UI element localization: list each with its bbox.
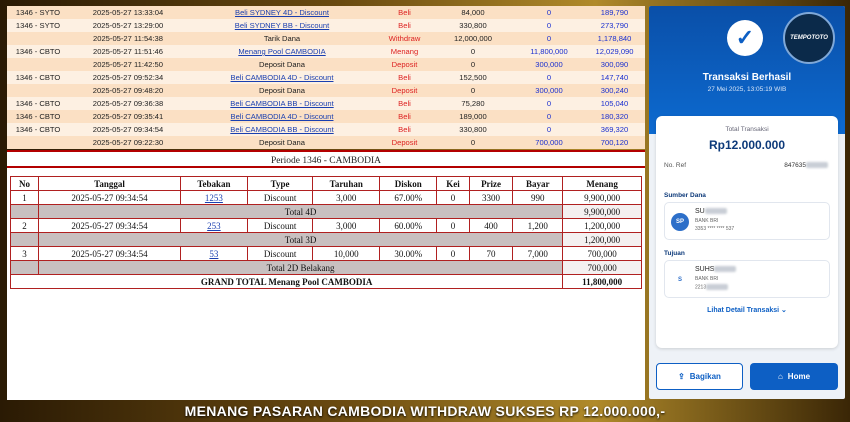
log-win: 0 [546, 99, 552, 108]
log-id: 1346 - CBTO [15, 112, 61, 121]
log-type: Menang [390, 47, 419, 56]
log-id: 1346 - CBTO [15, 125, 61, 134]
bet-detail-table [10, 176, 642, 289]
log-row [7, 71, 645, 84]
view-detail-link[interactable]: Lihat Detail Transaksi ⌄ [707, 307, 787, 314]
periode-title: Periode 1346 - CAMBODIA [7, 150, 645, 168]
log-balance: 105,040 [600, 99, 629, 108]
log-win: 700,000 [535, 138, 563, 147]
log-datetime: 2025-05-27 09:36:38 [92, 99, 164, 108]
log-row [7, 97, 645, 110]
log-type: Beli [398, 125, 411, 134]
subtotal-value: 9,900,000 [563, 205, 642, 219]
log-amount: 12,000,000 [453, 34, 492, 43]
bet-tebakan [181, 219, 248, 233]
log-row [7, 32, 645, 45]
bet-menang: 700,000 [563, 247, 642, 261]
log-description-link[interactable]: Beli CAMBODIA BB - Discount [230, 125, 334, 134]
ref-label: No. Ref [664, 162, 687, 169]
log-id: 1346 - CBTO [15, 73, 61, 82]
log-description-link[interactable]: Beli CAMBODIA 4D - Discount [230, 73, 334, 82]
log-description [187, 19, 377, 32]
log-amount: 189,000 [459, 112, 487, 121]
log-amount: 152,500 [459, 73, 487, 82]
bet-kei: 0 [437, 247, 469, 261]
subtotal-row [11, 261, 642, 275]
log-datetime: 2025-05-27 09:52:34 [92, 73, 164, 82]
bet-detail-panel [7, 150, 645, 400]
bet-bayar: 1,200 [513, 219, 563, 233]
transaction-log [7, 6, 645, 149]
subtotal-label: Total 4D [38, 205, 562, 219]
source-number: 3353 **** **** 537 [695, 226, 735, 232]
log-datetime: 2025-05-27 13:29:00 [92, 21, 164, 30]
log-id: 1346 - CBTO [15, 47, 61, 56]
bet-taruhan: 10,000 [313, 247, 380, 261]
log-type: Beli [398, 8, 411, 17]
col-header: Taruhan [313, 177, 380, 191]
log-description-link[interactable]: Beli SYDNEY BB - Discount [234, 21, 330, 30]
log-type: Deposit [391, 86, 418, 95]
log-description: Tarik Dana [263, 34, 301, 43]
log-description-link[interactable]: Beli CAMBODIA BB - Discount [230, 99, 334, 108]
log-balance: 300,090 [600, 60, 629, 69]
dest-label: Tujuan [664, 250, 685, 257]
subtotal-value: 1,200,000 [563, 233, 642, 247]
bet-kei: 0 [437, 191, 469, 205]
home-button[interactable]: ⌂ Home [750, 363, 838, 390]
bet-bayar: 7,000 [513, 247, 563, 261]
subtotal-spacer [11, 205, 39, 219]
bet-taruhan: 3,000 [313, 219, 380, 233]
bet-taruhan: 3,000 [313, 191, 380, 205]
log-balance: 12,029,090 [595, 47, 634, 56]
log-amount: 75,280 [461, 99, 485, 108]
log-description [187, 45, 377, 58]
mobile-receipt [649, 6, 845, 399]
bet-type: Discount [247, 247, 313, 261]
log-datetime: 2025-05-27 11:42:50 [93, 60, 163, 69]
col-header: Diskon [380, 177, 437, 191]
dest-account [664, 260, 830, 298]
log-balance: 300,240 [600, 86, 629, 95]
receipt-title: Transaksi Berhasil [702, 72, 792, 83]
log-row [7, 110, 645, 123]
log-amount: 0 [470, 86, 476, 95]
log-balance: 1,178,840 [597, 34, 632, 43]
log-amount: 330,800 [459, 21, 487, 30]
log-amount: 0 [470, 138, 476, 147]
brand-logo: TEMPOTOTO [783, 12, 835, 64]
log-amount: 330,800 [459, 125, 487, 134]
dest-avatar: S [671, 271, 689, 289]
log-type: Withdraw [388, 34, 421, 43]
transaction-log-table [7, 6, 645, 149]
log-datetime: 2025-05-27 11:51:46 [93, 47, 163, 56]
log-amount: 0 [470, 47, 476, 56]
subtotal-label: Total 2D Belakang [38, 261, 562, 275]
col-header: Type [247, 177, 313, 191]
log-datetime: 2025-05-27 11:54:38 [93, 34, 163, 43]
log-id [7, 32, 69, 45]
tebakan-link[interactable]: 253 [207, 220, 221, 231]
grand-total-row [11, 275, 642, 289]
bet-tanggal: 2025-05-27 09:34:54 [38, 247, 180, 261]
log-description [187, 110, 377, 123]
log-row [7, 136, 645, 149]
bet-bayar: 990 [513, 191, 563, 205]
log-win: 0 [546, 34, 552, 43]
log-balance: 189,790 [600, 8, 629, 17]
log-description-link[interactable]: Beli SYDNEY 4D - Discount [235, 8, 329, 17]
log-win: 0 [546, 21, 552, 30]
log-datetime: 2025-05-27 13:33:04 [92, 8, 164, 17]
log-id: 1346 - CBTO [15, 99, 61, 108]
source-bank: BANK BRI [695, 218, 719, 224]
subtotal-spacer [11, 233, 39, 247]
bet-prize: 70 [469, 247, 513, 261]
col-header: Tebakan [181, 177, 248, 191]
log-description-link[interactable]: Menang Pool CAMBODIA [238, 47, 326, 56]
success-check-icon: ✓ [727, 20, 763, 56]
log-balance: 369,320 [600, 125, 629, 134]
bet-diskon: 60.00% [380, 219, 437, 233]
bet-prize: 3300 [469, 191, 513, 205]
home-icon: ⌂ [777, 372, 783, 381]
log-balance: 180,320 [600, 112, 629, 121]
log-description-link[interactable]: Beli CAMBODIA 4D - Discount [230, 112, 334, 121]
log-row [7, 84, 645, 97]
chevron-down-icon: ⌄ [781, 307, 787, 314]
log-amount: 84,000 [461, 8, 485, 17]
col-header: Tanggal [38, 177, 180, 191]
log-amount: 0 [470, 60, 476, 69]
bet-tebakan [181, 191, 248, 205]
log-win: 300,000 [535, 86, 563, 95]
log-type: Deposit [391, 60, 418, 69]
share-icon: ⇪ [678, 372, 685, 381]
log-description: Deposit Dana [258, 60, 305, 69]
log-id [7, 84, 69, 97]
log-win: 0 [546, 8, 552, 17]
bet-prize: 400 [469, 219, 513, 233]
bet-no: 2 [11, 219, 39, 233]
subtotal-spacer [11, 261, 39, 275]
subtotal-row [11, 233, 642, 247]
dest-name: SUHS [695, 266, 736, 273]
promo-banner: MENANG PASARAN CAMBODIA WITHDRAW SUKSES RP 12.000.000,- [184, 403, 666, 419]
bet-tanggal: 2025-05-27 09:34:54 [38, 219, 180, 233]
log-type: Beli [398, 112, 411, 121]
log-row [7, 58, 645, 71]
source-avatar: SP [671, 213, 689, 231]
bet-diskon: 67.00% [380, 191, 437, 205]
bet-row [11, 219, 642, 233]
dest-number: 2213 [695, 284, 728, 290]
bet-tebakan [181, 247, 248, 261]
log-datetime: 2025-05-27 09:35:41 [92, 112, 164, 121]
bet-diskon: 30.00% [380, 247, 437, 261]
log-balance: 147,740 [600, 73, 629, 82]
log-type: Deposit [391, 138, 418, 147]
col-header: No [11, 177, 39, 191]
bet-no: 1 [11, 191, 39, 205]
receipt-date: 27 Mei 2025, 13:05:19 WIB [707, 86, 787, 93]
receipt-card [656, 116, 838, 348]
bet-type: Discount [247, 219, 313, 233]
log-datetime: 2025-05-27 09:34:54 [92, 125, 164, 134]
bet-tanggal: 2025-05-27 09:34:54 [38, 191, 180, 205]
log-id [7, 58, 69, 71]
col-header: Bayar [513, 177, 563, 191]
log-win: 0 [546, 125, 552, 134]
log-row [7, 6, 645, 19]
bet-menang: 9,900,000 [563, 191, 642, 205]
log-type: Beli [398, 21, 411, 30]
log-id [7, 136, 69, 149]
log-datetime: 2025-05-27 09:22:30 [92, 138, 164, 147]
log-row [7, 45, 645, 58]
log-description [187, 6, 377, 19]
log-type: Beli [398, 99, 411, 108]
tebakan-link[interactable]: 1253 [204, 192, 223, 203]
log-description [187, 71, 377, 84]
col-header: Menang [563, 177, 642, 191]
tebakan-link[interactable]: 53 [209, 248, 219, 259]
ref-value: 847635 [784, 162, 828, 169]
log-id: 1346 - SYTO [15, 8, 61, 17]
log-datetime: 2025-05-27 09:48:20 [92, 86, 164, 95]
log-balance: 700,120 [600, 138, 629, 147]
dest-bank: BANK BRI [695, 276, 719, 282]
source-name: SU [695, 208, 727, 215]
grand-total-label: GRAND TOTAL Menang Pool CAMBODIA [11, 275, 563, 289]
log-row [7, 19, 645, 32]
bet-type: Discount [247, 191, 313, 205]
bet-row [11, 191, 642, 205]
log-type: Beli [398, 73, 411, 82]
grand-total-value: 11,800,000 [563, 275, 642, 289]
source-label: Sumber Dana [664, 192, 706, 199]
total-label: Total Transaksi [725, 126, 769, 133]
log-description [187, 97, 377, 110]
log-balance: 273,790 [600, 21, 629, 30]
log-win: 11,800,000 [530, 47, 568, 56]
subtotal-value: 700,000 [563, 261, 642, 275]
subtotal-label: Total 3D [38, 233, 562, 247]
log-row [7, 123, 645, 136]
col-header: Kei [437, 177, 469, 191]
log-description [187, 123, 377, 136]
log-description: Deposit Dana [258, 86, 305, 95]
total-amount: Rp12.000.000 [708, 138, 786, 152]
col-header: Prize [469, 177, 513, 191]
log-win: 300,000 [535, 60, 563, 69]
bet-menang: 1,200,000 [563, 219, 642, 233]
log-description: Deposit Dana [258, 138, 305, 147]
bet-kei: 0 [437, 219, 469, 233]
log-win: 0 [546, 73, 552, 82]
source-account [664, 202, 830, 240]
bet-row [11, 247, 642, 261]
share-button[interactable]: ⇪ Bagikan [656, 363, 743, 390]
subtotal-row [11, 205, 642, 219]
log-win: 0 [546, 112, 552, 121]
bet-no: 3 [11, 247, 39, 261]
log-id: 1346 - SYTO [15, 21, 61, 30]
